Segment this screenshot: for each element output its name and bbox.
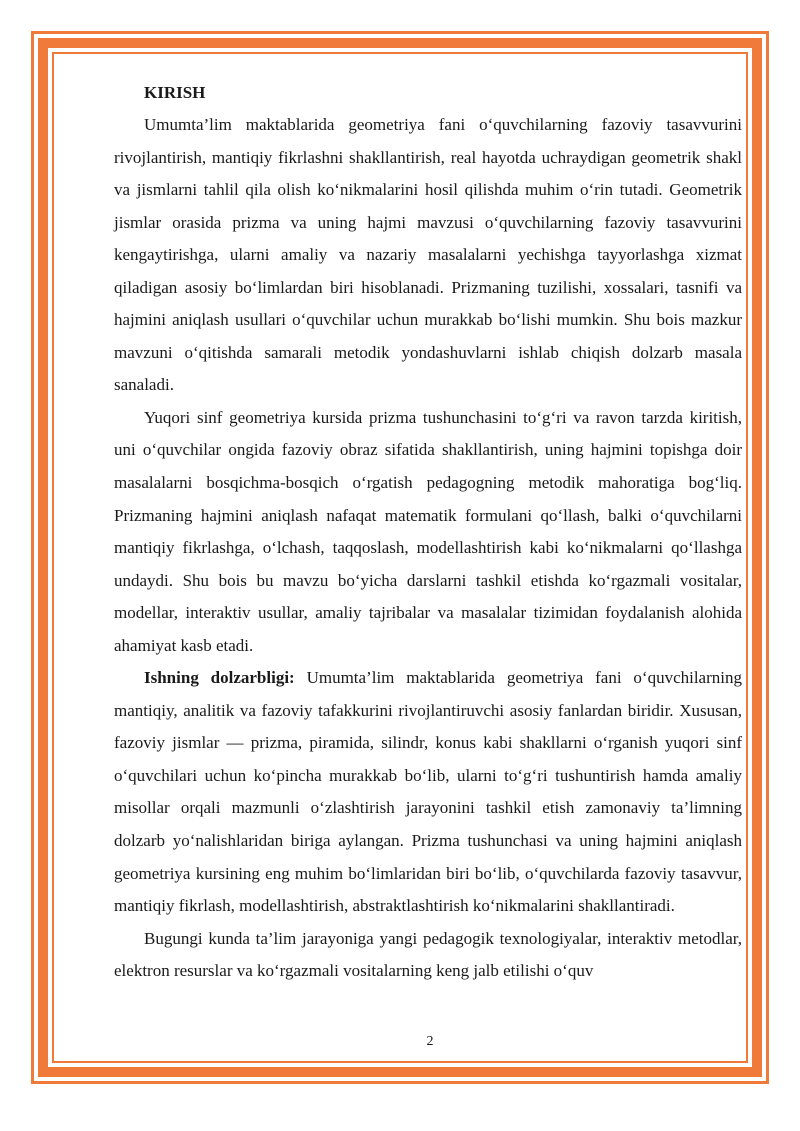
paragraph-1: Umumta’lim maktablarida geometriya fani o‘quvchilarning fazoviy tasavvurini rivojlantirish, mantiqiy fikrlashni shakllantirish, real hayotda uchraydigan geometrik shakl va jismlarni tahlil qila olish ko‘nikmalarini hosil qilishda muhim o‘rin tutadi. Geometrik jismlar orasida prizma va uning hajmi mavzusi o‘quvchilarning fazoviy tasavvurini kengaytirishga, ularni amaliy va nazariy masalalarni yechishga tayyorlashga xizmat qiladigan asosiy bo‘limlardan biri hisoblanadi. Prizmaning tuzilishi, xossalari, tasnifi va hajmini aniqlash usullari o‘quvchilar uchun murakkab bo‘lishi mumkin. Shu bois mazkur mavzuni o‘qitishda samarali metodik yondashuvlarni ishlab chiqish dolzarb masala sanaladi.: [114, 115, 742, 395]
page-number: 2: [426, 1034, 434, 1049]
section-heading: KIRISH: [144, 83, 206, 102]
paragraph-2: Yuqori sinf geometriya kursida prizma tushunchasini to‘g‘ri va ravon tarzda kiritish, uni o‘quvchilar ongida fazoviy obraz sifatida shakllantirish, uning hajmini topishga doir masalalarni bosqichma-bosqich o‘rgatish pedagogning metodik mahoratiga bog‘liq. Prizmaning hajmini aniqlash nafaqat matematik formulani qo‘llash, balki o‘quvchilarni mantiqiy fikrlashga, o‘lchash, taqqoslash, modellashtirish kabi ko‘nikmalarni qo‘llashga undaydi. Shu bois bu mavzu bo‘yicha darslarni tashkil etishda ko‘rgazmali vositalar, modellar, interaktiv usullar, amaliy tajribalar va masalalar tizimidan foydalanish alohida ahamiyat kasb etadi.: [114, 407, 742, 655]
paragraph-4: Bugungi kunda ta’lim jarayoniga yangi pedagogik texnologiyalar, interaktiv metodlar, elektron resurslar va ko‘rgazmali vositalarning keng jalb etilishi o‘quv: [114, 928, 742, 981]
document-body: [114, 76, 742, 988]
paragraph-3: [114, 662, 742, 922]
paragraph-3-text: Umumta’lim maktablarida geometriya fani o‘quvchilarning mantiqiy, analitik va fazoviy tafakkurini rivojlantiruvchi asosiy fanlardan biridir. Xususan, fazoviy jismlar — prizma, piramida, silindr, konus kabi shakllarni o‘rganish yuqori sinf o‘quvchilari uchun ko‘pincha murakkab bo‘lib, ularni to‘g‘ri tushuntirish hamda amaliy misollar orqali mazmunli o‘zlashtirish jarayonini tashkil etish zamonaviy ta’limning dolzarb yo‘nalishlaridan biriga aylangan. Prizma tushunchasi va uning hajmini aniqlash geometriya kursining eng muhim bo‘limlaridan biri bo‘lib, o‘quvchilarda fazoviy tasavvur, mantiqiy fikrlash, modellashtirish, abstraktlashtirish ko‘nikmalarini shakllantiradi.: [114, 668, 742, 916]
paragraph-3-lead: Ishning dolzarbligi:: [144, 668, 295, 688]
